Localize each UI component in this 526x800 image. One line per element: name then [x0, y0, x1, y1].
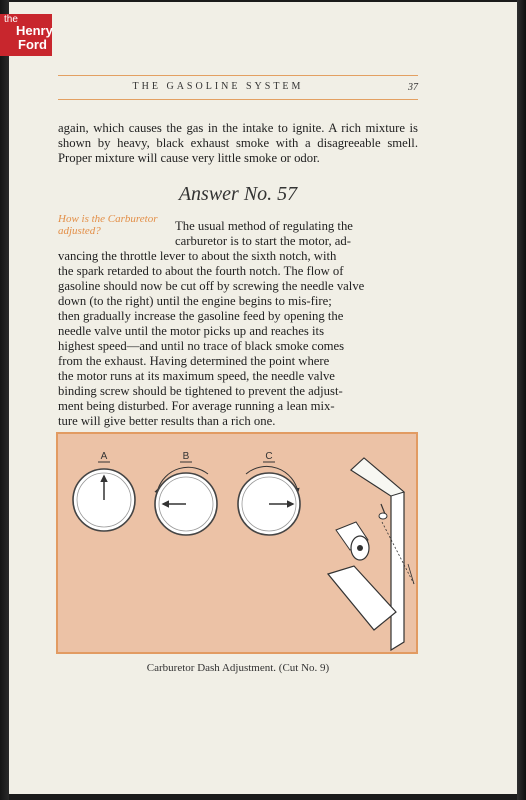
- answer-line: The usual method of regulating the: [175, 219, 353, 233]
- running-header: THE GASOLINE SYSTEM: [132, 81, 304, 92]
- logo-text-ford: Ford: [18, 37, 47, 52]
- page-number: 37: [408, 82, 418, 93]
- dial-c-label: C: [265, 451, 273, 462]
- henry-ford-logo: [0, 14, 52, 56]
- answer-line: carburetor is to start the motor, ad-: [175, 234, 352, 248]
- dial-c: [238, 451, 300, 535]
- answer-line: ment being disturbed. For average running a lean mix-: [58, 399, 335, 413]
- carburetor-figure: [56, 432, 418, 654]
- answer-line: then gradually increase the gasoline feed by opening the: [58, 309, 344, 323]
- dial-b-label: B: [182, 451, 190, 462]
- answer-line: down (to the right) until the engine begins to mis-fire;: [58, 294, 332, 308]
- answer-line: highest speed—and until no trace of black smoke comes: [58, 339, 345, 353]
- intro-paragraph: again, which causes the gas in the intake to ignite. A rich mixture is shown by heavy, black exhaust smoke with a disagreeable smell. Proper mixture will cause very little smoke or odor.: [58, 121, 418, 165]
- answer-heading: Answer No. 57: [178, 183, 298, 205]
- carburetor-illustration: [58, 434, 416, 652]
- figure-caption: Carburetor Dash Adjustment. (Cut No. 9): [146, 662, 330, 674]
- answer-line: gasoline should now be cut off by screwing the needle valve: [58, 279, 365, 293]
- dial-a: [73, 451, 135, 531]
- book-spine-shadow: [0, 0, 9, 800]
- book-edge-shadow: [517, 0, 526, 800]
- logo-text-the: the: [4, 14, 18, 25]
- answer-line: the motor runs at its maximum speed, the needle valve: [58, 369, 335, 383]
- answer-line: needle valve until the motor picks up and reaches its: [58, 324, 325, 338]
- answer-line: the spark retarded to about the fourth notch. The flow of: [58, 264, 344, 278]
- dash-sketch: [328, 458, 414, 650]
- header-rule-bottom: [58, 99, 418, 100]
- dial-a-label: A: [100, 451, 108, 462]
- answer-line: ture will give better results than a rich one.: [58, 414, 276, 428]
- header-rule-top: [58, 75, 418, 76]
- margin-question: How is the Carburetor adjusted?: [58, 213, 158, 237]
- answer-line: vancing the throttle lever to about the sixth notch, with: [58, 249, 337, 263]
- logo-text-henry: Henry: [16, 23, 53, 38]
- answer-line: binding screw should be tightened to prevent the adjust-: [58, 384, 343, 398]
- answer-line: from the exhaust. Having determined the point where: [58, 354, 330, 368]
- dial-b: [155, 451, 217, 535]
